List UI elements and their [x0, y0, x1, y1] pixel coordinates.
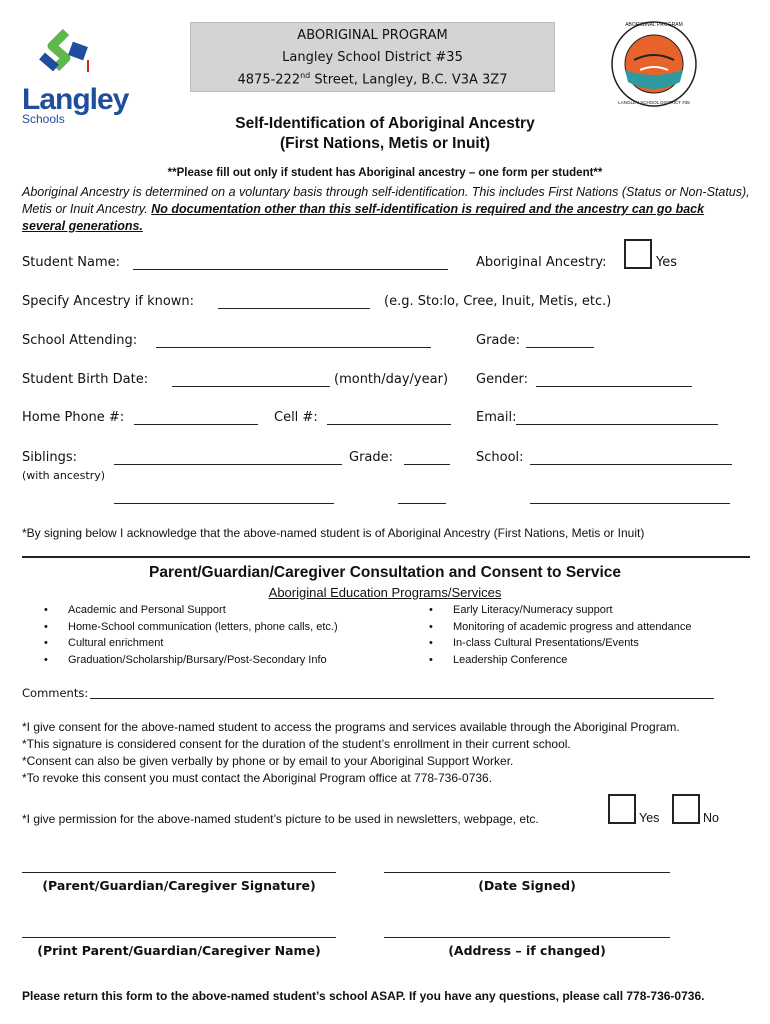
- consent-subtitle: Aboriginal Education Programs/Services: [268, 585, 502, 600]
- section-divider: [22, 556, 750, 558]
- sibling-name-field-1[interactable]: [114, 451, 342, 465]
- picture-yes-checkbox[interactable]: [608, 794, 636, 824]
- langley-logo-mark-icon: [22, 28, 122, 86]
- intro-text: Aboriginal Ancestry is determined on a voluntary basis through self-identification. This includes First Nations (Status or Non-Status), Metis or Inuit Ancestry. No documentation other than this self-identification is required and the ancestry can go back several generations.: [22, 185, 750, 233]
- header-line1: ABORIGINAL PROGRAM: [297, 28, 448, 43]
- address-line[interactable]: [384, 937, 670, 938]
- form-subtitle: (First Nations, Metis or Inuit): [279, 135, 491, 152]
- print-name-line[interactable]: [22, 937, 336, 938]
- email-label: Email:: [476, 410, 517, 425]
- picture-no-label: No: [703, 811, 719, 825]
- sibling-name-field-2[interactable]: [114, 490, 334, 504]
- sibling-grade-field-2[interactable]: [398, 490, 446, 504]
- service-item: • Academic and Personal Support: [68, 602, 408, 619]
- home-phone-field[interactable]: [134, 411, 258, 425]
- school-attending-label: School Attending:: [22, 333, 138, 348]
- grade-label: Grade:: [476, 333, 521, 348]
- cell-field[interactable]: [327, 411, 451, 425]
- email-field[interactable]: [516, 411, 718, 425]
- service-item: • Cultural enrichment: [68, 635, 408, 652]
- ancestry-yes-checkbox[interactable]: [624, 239, 652, 269]
- consent-statement: *To revoke this consent you must contact the Aboriginal Program office at 778-736-0736.: [22, 771, 493, 785]
- logo-text-langley: Langley: [22, 83, 129, 116]
- consent-statements: [22, 719, 762, 787]
- birth-date-format: (month/day/year): [334, 372, 449, 387]
- service-item: • Monitoring of academic progress and attendance: [453, 619, 753, 636]
- sibling-grade-field-1[interactable]: [404, 451, 450, 465]
- picture-no-checkbox[interactable]: [672, 794, 700, 824]
- siblings-label: Siblings:: [22, 450, 77, 465]
- date-signed-label: (Date Signed): [478, 878, 576, 893]
- seal-icon: [610, 20, 698, 108]
- service-item: • Home-School communication (letters, phone calls, etc.): [68, 619, 408, 636]
- acknowledgement-text: *By signing below I acknowledge that the above-named student is of Aboriginal Ancestry (First Nations, Metis or Inuit): [22, 526, 645, 540]
- footer-text: Please return this form to the above-named student’s school ASAP. If you have any questions, please call 778-736-0736.: [22, 989, 705, 1003]
- form-title: Self-Identification of Aboriginal Ancestry: [235, 115, 535, 132]
- gender-label: Gender:: [476, 372, 529, 387]
- student-name-label: Student Name:: [22, 255, 121, 270]
- cell-label: Cell #:: [274, 410, 318, 425]
- school-attending-field[interactable]: [156, 334, 431, 348]
- langley-schools-logo: [22, 28, 129, 126]
- sibling-school-label: School:: [476, 450, 524, 465]
- specify-ancestry-label: Specify Ancestry if known:: [22, 294, 195, 309]
- picture-permission-text: *I give permission for the above-named student’s picture to be used in newsletters, webpage, etc.: [22, 812, 539, 826]
- address-label: (Address – if changed): [448, 943, 606, 958]
- instruction-note: **Please fill out only if student has Aboriginal ancestry – one form per student**: [167, 167, 603, 179]
- signature-label: (Parent/Guardian/Caregiver Signature): [42, 878, 316, 893]
- consent-title: Parent/Guardian/Caregiver Consultation and Consent to Service: [149, 564, 621, 581]
- seal-text-top: ABORIGINAL PROGRAM: [625, 22, 683, 28]
- home-phone-label: Home Phone #:: [22, 410, 125, 425]
- student-name-field[interactable]: [133, 256, 448, 270]
- service-item: • Graduation/Scholarship/Bursary/Post-Secondary Info: [68, 652, 408, 669]
- sibling-school-field-1[interactable]: [530, 451, 732, 465]
- aboriginal-ancestry-label: Aboriginal Ancestry:: [476, 255, 607, 270]
- services-list-right: [453, 602, 753, 668]
- service-item: • In-class Cultural Presentations/Events: [453, 635, 753, 652]
- consent-statement: *I give consent for the above-named student to access the programs and services available through the Aboriginal Program.: [22, 720, 680, 734]
- comments-label: Comments:: [22, 686, 89, 700]
- sibling-grade-label: Grade:: [349, 450, 394, 465]
- logo-text-schools: Schools: [22, 112, 65, 126]
- seal-text-bottom: LANGLEY SCHOOL DISTRICT #35: [618, 100, 690, 105]
- date-signed-line[interactable]: [384, 872, 670, 873]
- grade-field[interactable]: [526, 334, 594, 348]
- picture-yes-label: Yes: [639, 811, 660, 825]
- print-name-label: (Print Parent/Guardian/Caregiver Name): [37, 943, 321, 958]
- specify-ancestry-example: (e.g. Sto:lo, Cree, Inuit, Metis, etc.): [384, 294, 612, 309]
- ancestry-yes-label: Yes: [656, 255, 677, 270]
- header-line3: 4875-222nd Street, Langley, B.C. V3A 3Z7: [237, 71, 508, 88]
- birth-date-label: Student Birth Date:: [22, 372, 149, 387]
- consent-statement: *This signature is considered consent for the duration of the student’s enrollment in their current school.: [22, 737, 571, 751]
- siblings-note: (with ancestry): [22, 469, 106, 482]
- consent-statement: *Consent can also be given verbally by phone or by email to your Aboriginal Support Worker.: [22, 754, 514, 768]
- service-item: • Early Literacy/Numeracy support: [453, 602, 753, 619]
- comments-field[interactable]: [90, 685, 714, 699]
- services-list-left: [68, 602, 408, 668]
- sibling-school-field-2[interactable]: [530, 490, 730, 504]
- birth-date-field[interactable]: [172, 373, 330, 387]
- signature-line[interactable]: [22, 872, 336, 873]
- header-line2: Langley School District #35: [282, 50, 463, 65]
- gender-field[interactable]: [536, 373, 692, 387]
- specify-ancestry-field[interactable]: [218, 295, 370, 309]
- aboriginal-program-seal: [610, 20, 698, 108]
- service-item: • Leadership Conference: [453, 652, 753, 669]
